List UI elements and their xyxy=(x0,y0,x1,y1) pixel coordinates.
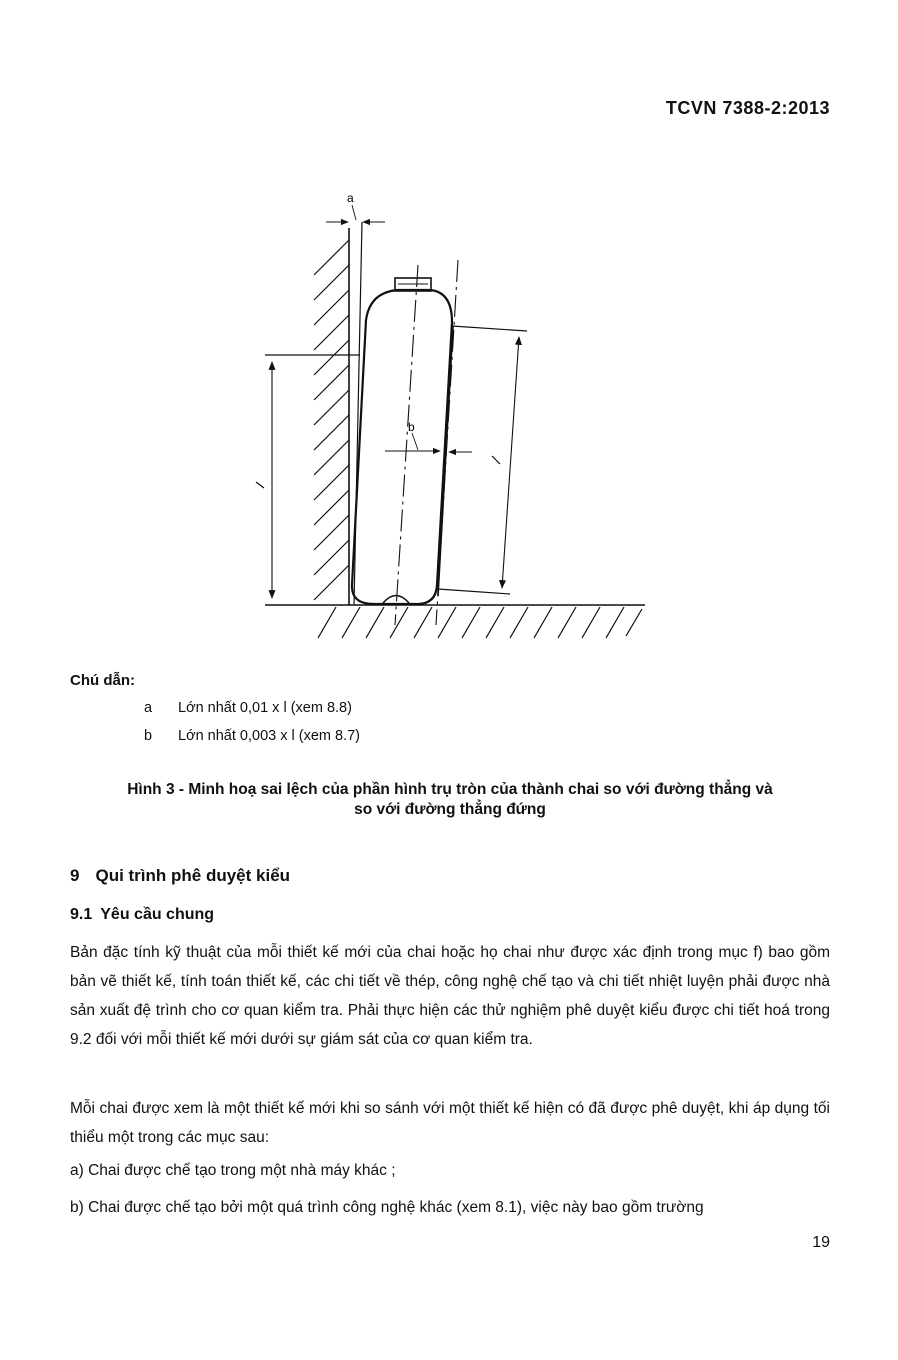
cylinder-axis xyxy=(395,265,418,625)
legend-key: b xyxy=(144,728,153,744)
subsection-heading xyxy=(70,906,214,924)
label-l-left xyxy=(256,482,264,488)
wall-hatching xyxy=(314,240,349,600)
caption-line-1: Hình 3 - Minh hoạ sai lệch của phần hình trụ tròn của thành chai so với đường thẳng và xyxy=(127,781,773,798)
legend-key: a xyxy=(144,700,153,716)
legend-item xyxy=(144,728,360,744)
cylinder-outline xyxy=(352,290,452,604)
caption-line-2: so với đường thẳng đứng xyxy=(354,801,546,818)
section-heading xyxy=(70,866,290,886)
label-l-right xyxy=(492,456,500,464)
label-a: a xyxy=(347,191,354,205)
subsection-number: 9.1 xyxy=(70,906,93,923)
paragraph: b) Chai được chế tạo bởi một quá trình công nghệ khác (xem 8.1), việc này bao gồm trường xyxy=(70,1199,704,1216)
section-title: Qui trình phê duyệt kiểu xyxy=(95,866,291,885)
figure-caption xyxy=(70,780,830,820)
legend-text: Lớn nhất 0,003 x l (xem 8.7) xyxy=(178,728,360,744)
paragraph: a) Chai được chế tạo trong một nhà máy khác ; xyxy=(70,1162,396,1179)
page-number: 19 xyxy=(812,1234,830,1251)
legend-text: Lớn nhất 0,01 x l (xem 8.8) xyxy=(178,700,352,716)
standard-code: TCVN 7388-2:2013 xyxy=(665,98,830,118)
floor-hatching xyxy=(318,607,642,638)
paragraph: Bản đặc tính kỹ thuật của mỗi thiết kế mới của chai hoặc họ chai như được xác định trong mục f) bao gồm bản vẽ thiết kế, tính toán thiết kế, các chi tiết về thép, công nghệ chế tạo và chi tiết nhiệt luyện phải được nhà sản xuất đệ trình cho cơ quan kiểm tra. Phải thực hiện các thử nghiệm phê duyệt kiểu được chi tiết hoá trong 9.2 đối với mỗi thiết kế mới dưới sự giám sát của cơ quan kiểm tra. xyxy=(70,944,830,1048)
section-number: 9 xyxy=(70,866,80,885)
paragraph: Mỗi chai được xem là một thiết kế mới khi so sánh với một thiết kế hiện có đã được phê duyệt, khi áp dụng tối thiểu một trong các mục sau: xyxy=(70,1100,830,1146)
legend-item xyxy=(144,700,352,716)
label-b: b xyxy=(408,420,415,434)
subsection-title: Yêu cầu chung xyxy=(100,906,215,923)
legend-title: Chú dẫn: xyxy=(70,672,135,689)
